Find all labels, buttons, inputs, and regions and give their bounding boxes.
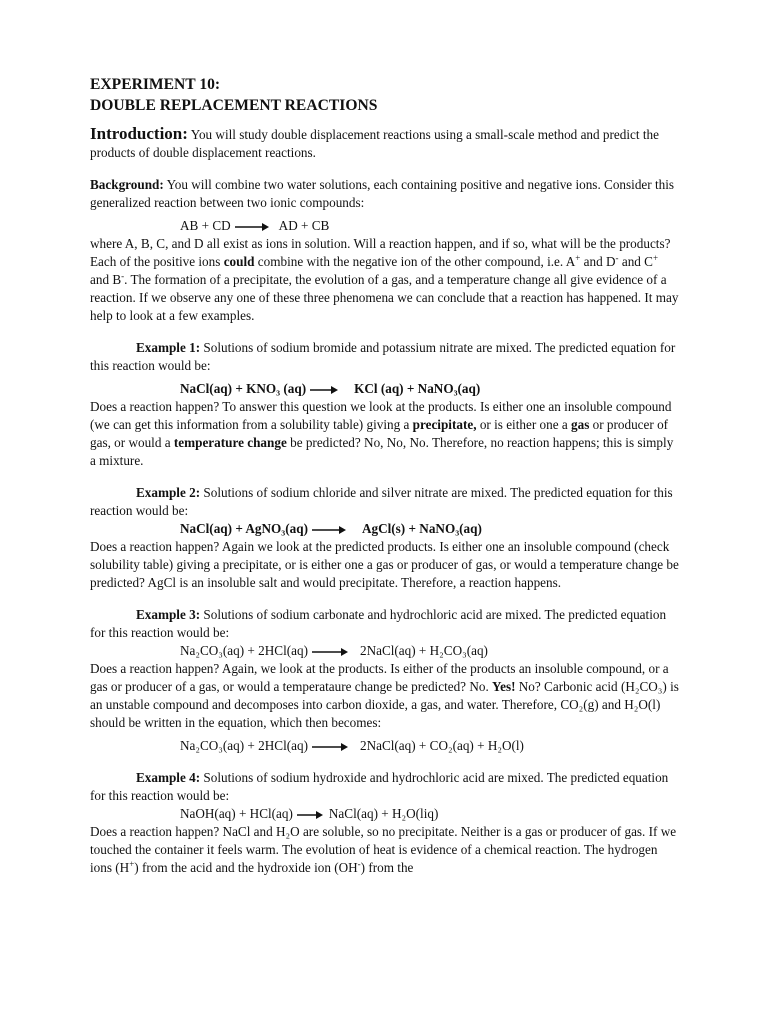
- experiment-number: EXPERIMENT 10:: [90, 76, 221, 93]
- background-label: Background:: [90, 177, 164, 192]
- example-3-equation: Na₂CO₃(aq) + 2HCl(aq) 2NaCl(aq) + H₂CO₃(aq): [180, 643, 488, 658]
- introduction-label: Introduction:: [90, 124, 188, 143]
- example-4-explanation: Does a reaction happen? NaCl and H₂O are soluble, so no precipitate. Neither is a gas or producer of gas. If we touched the container it feels warm. The evolution of heat is evidence of a chemical reaction. The hydrogen ions (H+) from the acid and the hydroxide ion (OH-) from the: [90, 824, 677, 875]
- example-1-equation: NaCl(aq) + KNO₃ (aq) KCl (aq) + NaNO₃(aq): [180, 381, 481, 396]
- reaction-arrow-icon: [310, 386, 338, 394]
- reaction-arrow-icon: [297, 811, 323, 819]
- example-1-explanation: Does a reaction happen? To answer this question we look at the products. Is either one an insoluble compound (we can get this information from a solubility table) giving a precipitate, or is either one a gas or producer of gas, or would a temperature change be predicted? No, No, No. Therefore, no reaction happens; this is simply a mixture.: [90, 399, 674, 468]
- example-2-explanation: Does a reaction happen? Again we look at the predicted products. Is either one an insoluble compound (check solubility table) giving a precipitate, or is either one a gas or producer of gas, or would a temperature change be predicted? AgCl is an insoluble salt and would precipitate. Therefore, a reaction happens.: [90, 539, 679, 590]
- reaction-arrow-icon: [312, 743, 348, 751]
- example-4-label: Example 4:: [136, 770, 201, 785]
- document-title: DOUBLE REPLACEMENT REACTIONS: [90, 97, 378, 114]
- general-equation-products: AD + CB: [278, 218, 330, 233]
- example-3-label: Example 3:: [136, 607, 201, 622]
- background-text: You will combine two water solutions, each containing positive and negative ions. Consider this generalized reaction between two ionic compounds:: [90, 177, 675, 210]
- example-2-label: Example 2:: [136, 485, 201, 500]
- example-4-equation: NaOH(aq) + HCl(aq) NaCl(aq) + H₂O(liq): [180, 806, 439, 821]
- example-4-intro: Example 4: Solutions of sodium hydroxide and hydrochloric acid are mixed. The predicted equation for this reaction would be:: [90, 770, 669, 803]
- general-equation: [90, 217, 680, 235]
- background-paragraph: [90, 176, 680, 212]
- example-1-intro: Example 1: Solutions of sodium bromide and potassium nitrate are mixed. The predicted equation for this reaction would be:: [90, 340, 676, 373]
- example-1-label: Example 1:: [136, 340, 201, 355]
- reaction-arrow-icon: [235, 223, 269, 231]
- introduction-text: You will study double displacement reactions using a small-scale method and predict the products of double displacement reactions.: [90, 127, 659, 160]
- introduction-paragraph: [90, 125, 680, 162]
- example-2-equation: NaCl(aq) + AgNO₃(aq) AgCl(s) + NaNO₃(aq): [180, 521, 482, 536]
- background-explanation: where A, B, C, and D all exist as ions in solution. Will a reaction happen, and if so, what will be the products? Each of the positive ions could combine with the negative ion of the other compound, i.e. A+ and D- and C+ and B-. The formation of a precipitate, the evolution of a gas, and a temperature change all give evidence of a reaction. If we observe any one of these three phenomena we can conclude that a reaction has happened. It may help to look at a few examples.: [90, 236, 679, 323]
- example-3-explanation: Does a reaction happen? Again, we look at the products. Is either of the products an insoluble compound, or a gas or producer of a gas, or would a temperataure change be predicted? No. Yes! No? Carbonic acid (H₂CO₃) is an unstable compound and decomposes into carbon dioxide, a gas, and water. Therefore, CO₂(g) and H₂O(l) should be written in the equation, which then becomes:: [90, 661, 679, 730]
- document-page: [90, 74, 680, 877]
- example-3-intro: Example 3: Solutions of sodium carbonate and hydrochloric acid are mixed. The predicted equation for this reaction would be:: [90, 607, 667, 640]
- reaction-arrow-icon: [312, 526, 346, 534]
- reaction-arrow-icon: [312, 648, 348, 656]
- example-2-intro: Example 2: Solutions of sodium chloride and silver nitrate are mixed. The predicted equation for this reaction would be:: [90, 485, 673, 518]
- general-equation-reactants: AB + CD: [180, 218, 231, 233]
- example-3-revised-equation: Na₂CO₃(aq) + 2HCl(aq) 2NaCl(aq) + CO₂(aq) + H₂O(l): [180, 738, 524, 753]
